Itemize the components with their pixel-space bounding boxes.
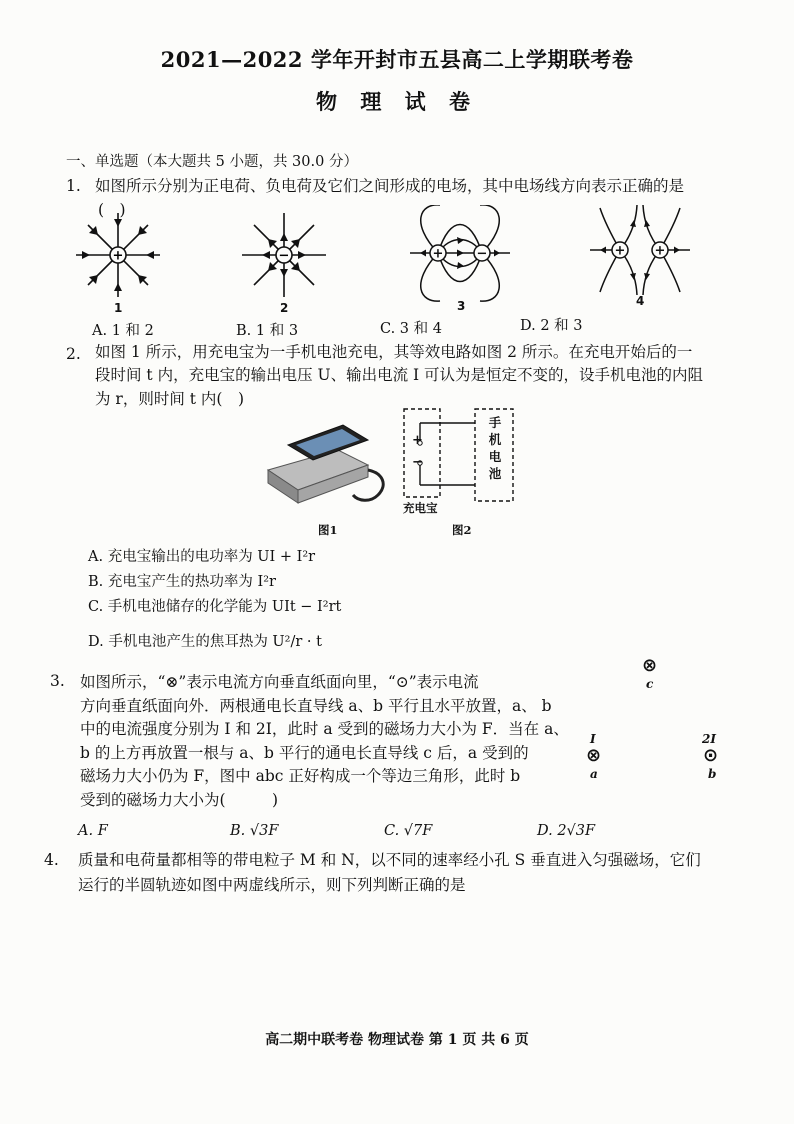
q2-option-b[interactable]: B. 充电宝产生的热功率为 I²r [88, 574, 276, 590]
powerbank-label: 充电宝 [403, 501, 438, 515]
wire-b-label: b [708, 767, 717, 781]
q3-line-3: 中的电流强度分别为 I 和 2I，此时 a 受到的磁场力大小为 F．当在 a、 [80, 720, 569, 738]
field-diagram-3 [410, 205, 510, 301]
svg-text:+: + [112, 248, 124, 264]
q3-line-5: 磁场力大小仍为 F，图中 abc 正好构成一个等边三角形，此时 b [80, 767, 521, 785]
q3-line-4: b 的上方再放置一根与 a、b 平行的通电长直导线 c 后，a 受到的 [80, 743, 529, 762]
terminal-minus: − [412, 455, 423, 470]
q3-option-b[interactable]: B. √3F [230, 823, 279, 839]
q2-option-c[interactable]: C. 手机电池储存的化学能为 UIt − I²rt [88, 599, 342, 615]
wire-c-label: c [646, 677, 654, 691]
terminal-plus: + [412, 433, 423, 448]
q2-option-d[interactable]: D. 手机电池产生的焦耳热为 U²/r · t [88, 634, 322, 650]
q1-number: 1. [66, 177, 81, 195]
q4-number: 4. [44, 851, 59, 869]
q2-number: 2. [66, 345, 81, 363]
section-heading: 一、单选题（本大题共 5 小题，共 30.0 分） [66, 154, 358, 170]
fig-label-2: 2 [280, 301, 289, 315]
q4-line-2: 运行的半圆轨迹如图中两虚线所示，则下列判断正确的是 [78, 876, 466, 894]
wire-a-current: I [590, 732, 596, 746]
wire-b-out-of-page-icon: ⊙ [703, 745, 719, 766]
fig-label-4: 4 [636, 294, 645, 308]
q1-option-d[interactable]: D. 2 和 3 [520, 318, 583, 334]
q3-option-c[interactable]: C. √7F [384, 823, 433, 839]
exam-subtitle: 物 理 试 卷 [316, 89, 478, 114]
q2-line-3: 为 r，则时间 t 内( ) [95, 390, 245, 408]
q1-option-c[interactable]: C. 3 和 4 [380, 321, 442, 337]
wire-a-label: a [590, 767, 598, 781]
q1-field-diagrams [60, 205, 720, 320]
phone-battery-label: 手 机 电 池 [488, 415, 502, 481]
q3-stem [80, 671, 569, 812]
svg-text:+: + [614, 243, 626, 259]
fig-label-3: 3 [457, 299, 466, 313]
q2-line-2: 段时间 t 内，充电宝的输出电压 U、输出电流 I 可认为是恒定不变的，设手机电池的内阻 [95, 366, 704, 384]
page-footer: 高二期中联考卷 物理试卷 第 1 页 共 6 页 [265, 1032, 529, 1048]
q3-number: 3. [50, 672, 65, 690]
q4-line-1: 质量和电荷量都相等的带电粒子 M 和 N，以不同的速率经小孔 S 垂直进入匀强磁场，它们 [78, 851, 701, 869]
q3-line-6: 受到的磁场力大小为( ) [80, 790, 279, 809]
q1-blank: ( ) [98, 201, 126, 219]
q3-option-d[interactable]: D. 2√3F [537, 823, 596, 839]
field-diagram-4 [590, 205, 690, 295]
fig-label-1: 1 [114, 301, 123, 315]
q2-option-a[interactable]: A. 充电宝输出的电功率为 UI + I²r [88, 549, 316, 565]
q2-line-1: 如图 1 所示，用充电宝为一手机电池充电，其等效电路如图 2 所示。在充电开始后的一 [95, 343, 693, 361]
wire-a-into-page-icon: ⊗ [586, 745, 602, 766]
q1-option-a[interactable]: A. 1 和 2 [92, 323, 154, 339]
q3-line-1: 如图所示，“⊗”表示电流方向垂直纸面向里，“⊙”表示电流 [80, 673, 479, 691]
q3-option-a[interactable]: A. F [78, 823, 108, 839]
q1-stem: 如图所示分别为正电荷、负电荷及它们之间形成的电场，其中电场线方向表示正确的是 [95, 177, 685, 195]
wire-c-into-page-icon: ⊗ [642, 655, 658, 676]
svg-text:−: − [278, 248, 290, 264]
fig1-caption: 图1 [318, 523, 338, 537]
q1-option-b[interactable]: B. 1 和 3 [236, 323, 299, 339]
powerbank-phone-figure [258, 415, 398, 515]
q3-line-2: 方向垂直纸面向外．两根通电长直导线 a、b 平行且水平放置，a、 b [80, 696, 552, 715]
svg-text:+: + [432, 246, 444, 262]
svg-text:−: − [476, 246, 488, 262]
fig2-caption: 图2 [452, 523, 472, 537]
exam-title: 2021—2022 学年开封市五县高二上学期联考卷 [160, 47, 634, 72]
field-diagram-2 [242, 213, 326, 297]
field-diagram-1 [76, 213, 160, 297]
wire-b-current: 2I [702, 732, 716, 746]
svg-text:+: + [654, 243, 666, 259]
